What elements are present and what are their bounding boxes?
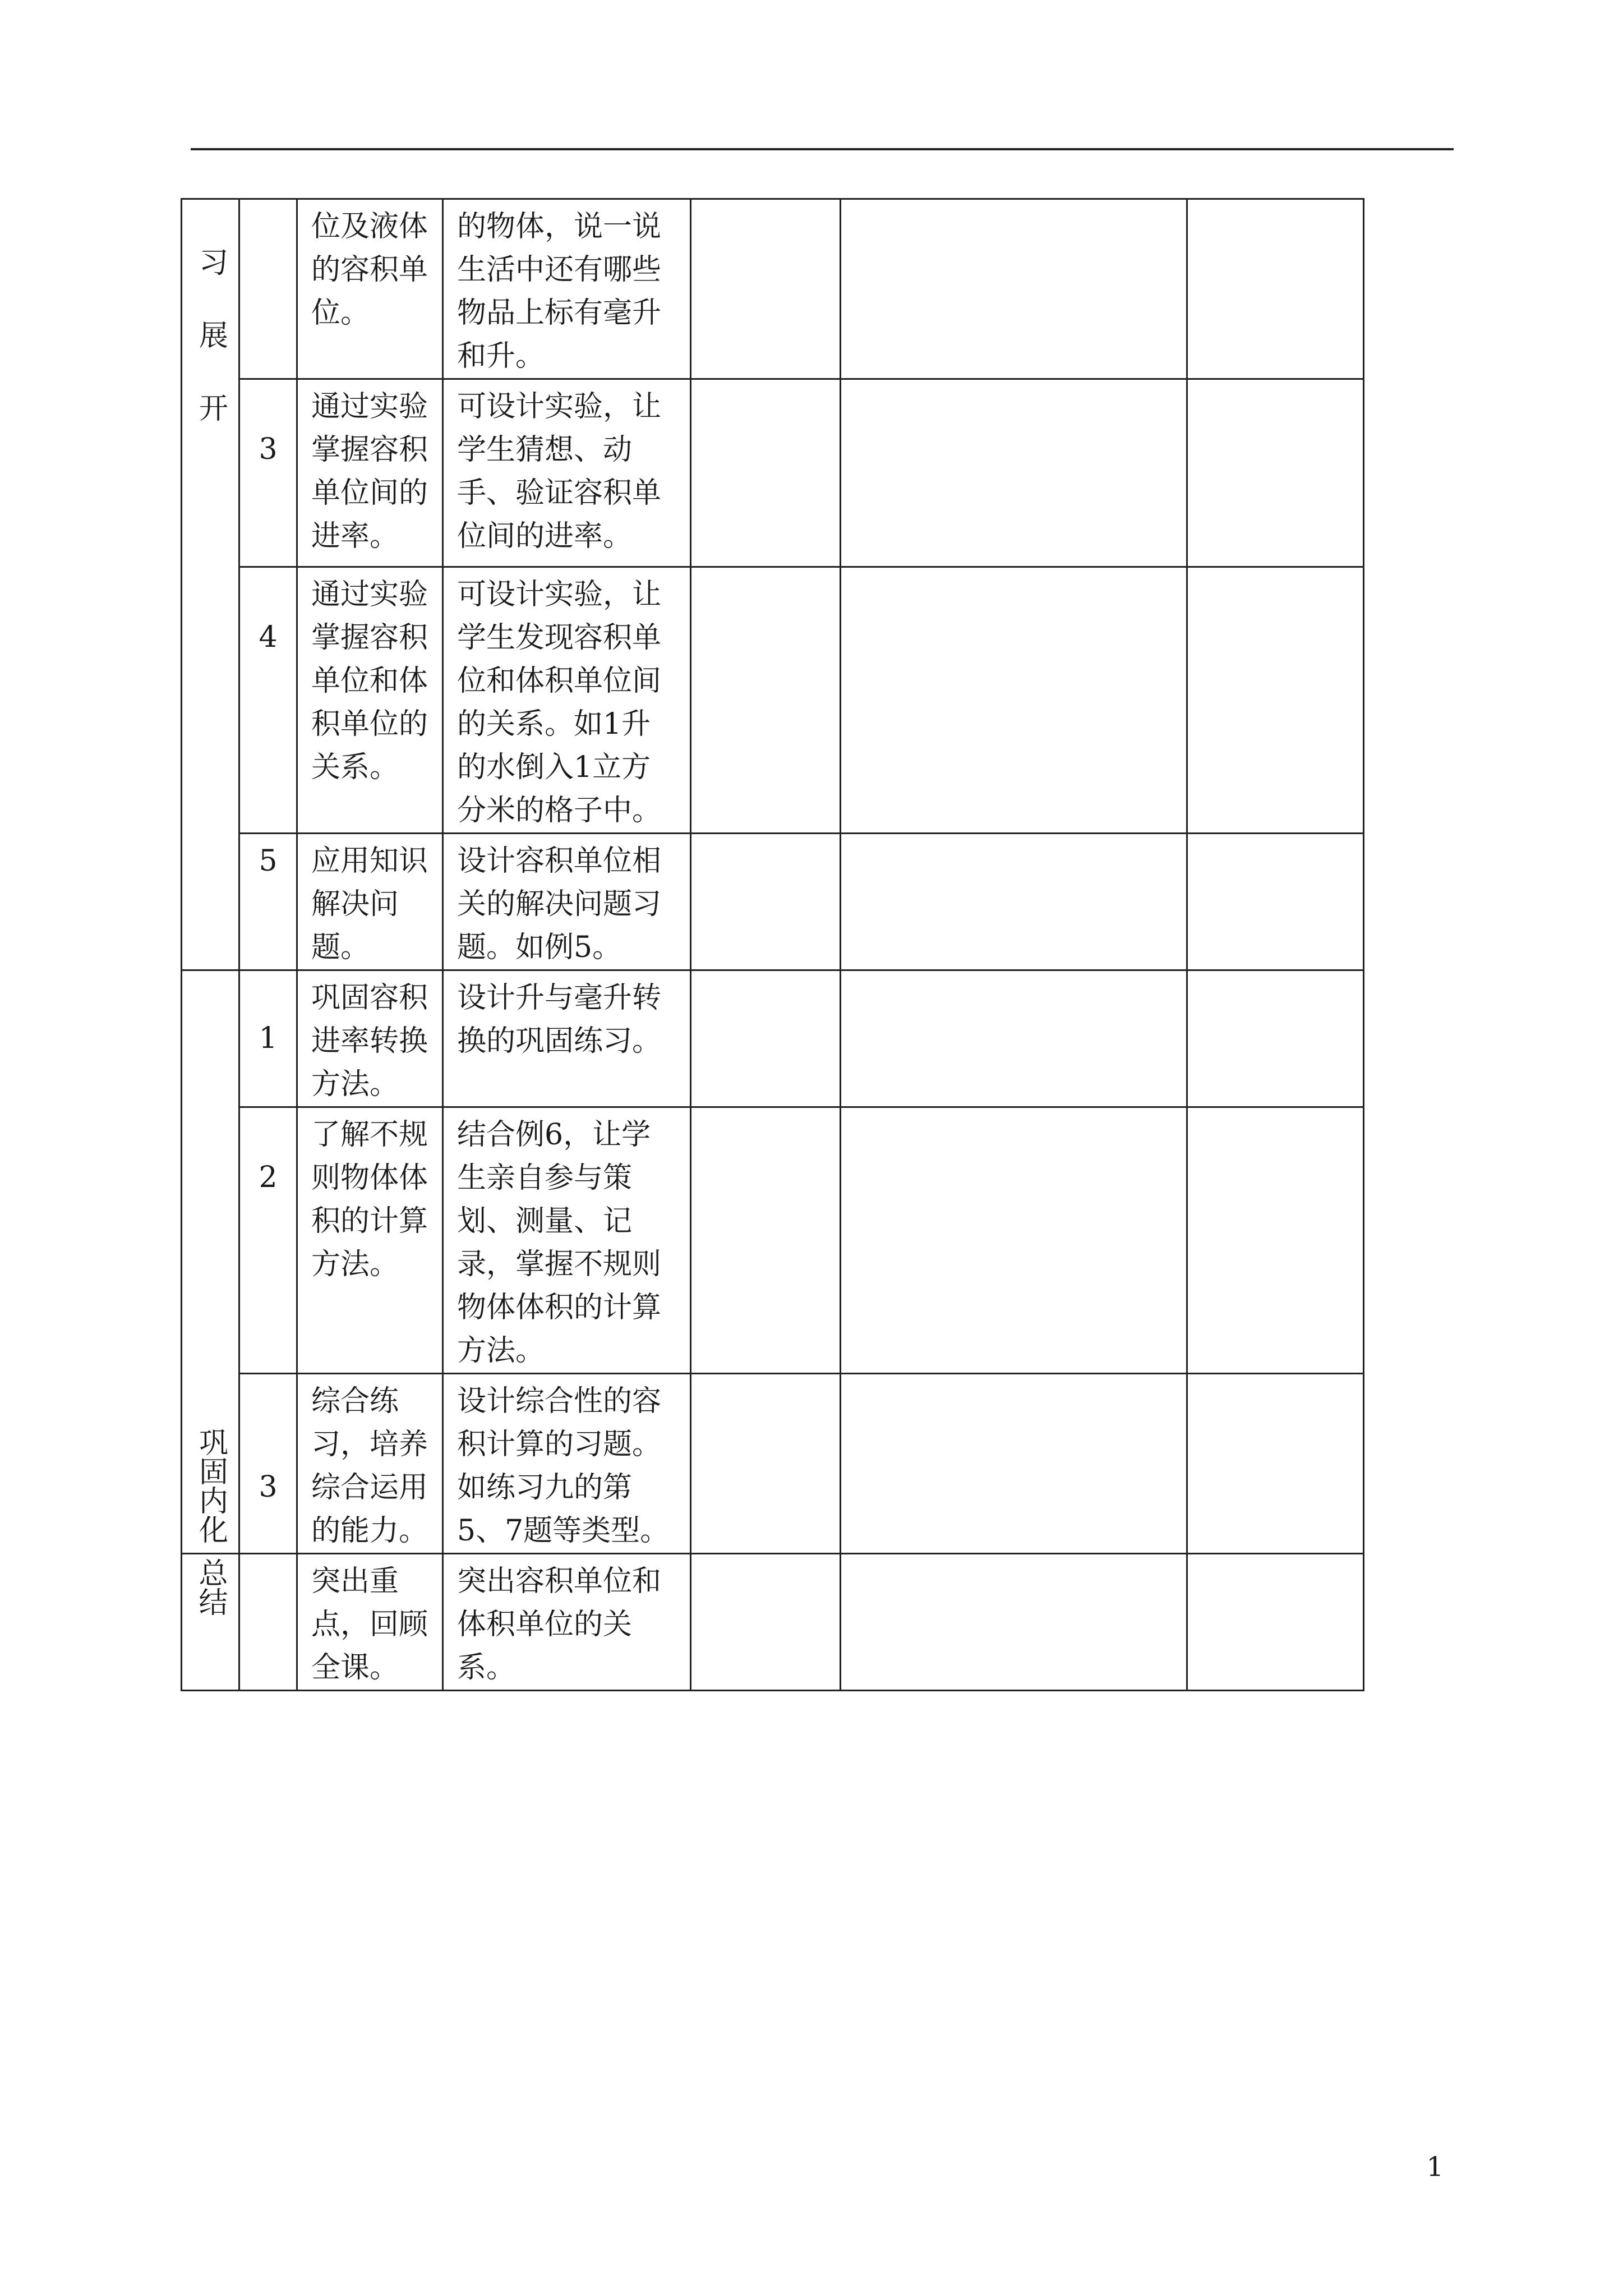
- empty-cell: [691, 1374, 841, 1554]
- goal-cell: 巩固容积进率转换方法。: [297, 970, 443, 1107]
- empty-cell: [841, 199, 1187, 379]
- table-row: [182, 1374, 1364, 1554]
- empty-cell: [691, 379, 841, 567]
- empty-cell: [1187, 834, 1364, 970]
- empty-cell: [841, 1107, 1187, 1374]
- activity-cell: 结合例6，让学生亲自参与策划、测量、记录，掌握不规则物体体积的计算方法。: [443, 1107, 691, 1374]
- page-number: 1: [1426, 2151, 1444, 2183]
- stage-cell-summary: [182, 1554, 239, 1691]
- empty-cell: [691, 970, 841, 1107]
- goal-cell: 通过实验掌握容积单位间的进率。: [297, 379, 443, 567]
- empty-cell: [1187, 970, 1364, 1107]
- table-row: [182, 379, 1364, 567]
- lesson-plan-table: [181, 198, 1364, 1691]
- stage-cell-consolidate: [182, 970, 239, 1554]
- goal-cell: 应用知识解决问题。: [297, 834, 443, 970]
- empty-cell: [1187, 1374, 1364, 1554]
- empty-cell: [1187, 567, 1364, 834]
- empty-cell: [1187, 1554, 1364, 1691]
- empty-cell: [691, 567, 841, 834]
- goal-cell: 突出重点，回顾全课。: [297, 1554, 443, 1691]
- empty-cell: [691, 199, 841, 379]
- activity-cell: 突出容积单位和体积单位的关系。: [443, 1554, 691, 1691]
- row-number: 5: [239, 834, 297, 970]
- empty-cell: [841, 1374, 1187, 1554]
- empty-cell: [691, 1107, 841, 1374]
- empty-cell: [1187, 199, 1364, 379]
- empty-cell: [1187, 1107, 1364, 1374]
- row-number: 3: [239, 379, 297, 567]
- stage-label-summary: 总结: [193, 1558, 227, 1616]
- table-row: [182, 1107, 1364, 1374]
- stage-label-consolidate: 巩固内化: [193, 1427, 228, 1544]
- row-number: 4: [239, 567, 297, 834]
- table-row: [182, 970, 1364, 1107]
- empty-cell: [1187, 379, 1364, 567]
- activity-cell: 可设计实验，让学生猜想、动手、验证容积单位间的进率。: [443, 379, 691, 567]
- activity-cell: 可设计实验，让学生发现容积单位和体积单位间的关系。如1升的水倒入1立方分米的格子中。: [443, 567, 691, 834]
- table-row: [182, 567, 1364, 834]
- row-number: 2: [239, 1107, 297, 1374]
- row-number: 1: [239, 970, 297, 1107]
- table-row: [182, 199, 1364, 379]
- stage-cell-practice: [182, 199, 239, 970]
- activity-cell: 设计综合性的容积计算的习题。如练习九的第5、7题等类型。: [443, 1374, 691, 1554]
- empty-cell: [691, 1554, 841, 1691]
- empty-cell: [691, 834, 841, 970]
- goal-cell: 位及液体的容积单位。: [297, 199, 443, 379]
- row-number: 3: [239, 1374, 297, 1554]
- stage-label-practice: 习展开: [193, 247, 228, 466]
- goal-cell: 通过实验掌握容积单位和体积单位的关系。: [297, 567, 443, 834]
- empty-cell: [841, 834, 1187, 970]
- empty-cell: [841, 1554, 1187, 1691]
- header-rule: [191, 148, 1454, 150]
- row-number: [239, 199, 297, 379]
- activity-cell: 的物体，说一说生活中还有哪些物品上标有毫升和升。: [443, 199, 691, 379]
- table-row: [182, 834, 1364, 970]
- row-number: [239, 1554, 297, 1691]
- empty-cell: [841, 567, 1187, 834]
- table-row: [182, 1554, 1364, 1691]
- goal-cell: 了解不规则物体体积的计算方法。: [297, 1107, 443, 1374]
- goal-cell: 综合练习，培养综合运用的能力。: [297, 1374, 443, 1554]
- activity-cell: 设计升与毫升转换的巩固练习。: [443, 970, 691, 1107]
- activity-cell: 设计容积单位相关的解决问题习题。如例5。: [443, 834, 691, 970]
- empty-cell: [841, 970, 1187, 1107]
- empty-cell: [841, 379, 1187, 567]
